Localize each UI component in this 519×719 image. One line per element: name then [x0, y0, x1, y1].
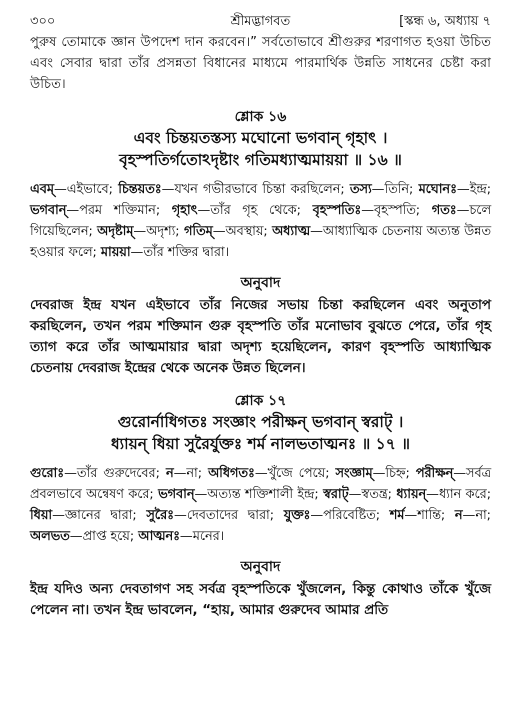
- synonym-word: যুক্তঃ: [283, 508, 311, 523]
- synonym-word: স্বরাট্: [323, 487, 349, 502]
- synonym-word: গৃহাৎ: [171, 203, 198, 218]
- synonym-meaning: —ইন্দ্র;: [456, 182, 492, 197]
- synonym-word: শর্ম: [389, 508, 405, 523]
- synonym-meaning: —শান্তি;: [404, 508, 455, 523]
- verse-16-translation-heading: অনুবাদ: [240, 275, 281, 291]
- synonym-meaning: —তাঁর গৃহ থেকে;: [197, 203, 313, 218]
- synonym-word: অলভত: [30, 529, 70, 544]
- verse-17-translation: ইন্দ্র যদিও অন্য দেবতাগণ সহ সর্বত্র বৃহস্পতিকে খুঁজলেন, কিন্তু কোথাও তাঁকে খুঁজে পেলেন না। তখন ইন্দ্র ভাবলেন, “হায়, আমার গুরুদেব আমার প্রতি: [30, 582, 491, 618]
- section-indicator: [স্কন্ধ ৬, অধ্যায় ৭: [399, 14, 491, 29]
- synonym-meaning: —না;: [173, 466, 209, 481]
- synonym-word: অধ্যাত্ম: [272, 224, 311, 239]
- verse-16-line-1: এবং চিন্তয়তস্তস্য মঘোনো ভগবান্ গৃহাৎ ।: [133, 129, 388, 147]
- synonym-meaning: —সর্বত্র প্রবলভাবে অন্বেষণ করে;: [30, 466, 491, 502]
- page-number: ৩০০: [30, 14, 56, 29]
- book-title: শ্রীমদ্ভাগবত: [230, 14, 291, 29]
- synonym-word: ভগবান্: [158, 487, 195, 502]
- synonym-word: ধিয়া: [30, 508, 53, 523]
- synonym-meaning: —স্বতন্ত্র;: [348, 487, 397, 502]
- synonym-word: ভগবান্: [30, 203, 67, 218]
- verse-16-synonyms: [30, 179, 491, 263]
- synonym-meaning: —তাঁর গুরুদেবের;: [64, 466, 166, 481]
- synonym-meaning: —এইভাবে;: [53, 182, 119, 197]
- synonym-word: এবম্: [30, 182, 54, 197]
- synonym-meaning: —জ্ঞানের দ্বারা;: [52, 508, 147, 523]
- synonym-word: গতঃ: [431, 203, 457, 218]
- synonym-meaning: —অদৃশ্য;: [133, 224, 184, 239]
- synonym-word: মায়য়া: [100, 245, 131, 260]
- synonym-meaning: —না;: [462, 508, 491, 523]
- synonym-meaning: —তাঁর শক্তির দ্বারা।: [130, 245, 230, 260]
- synonym-word: চিন্তয়তঃ: [118, 182, 162, 197]
- verse-17-translation-heading: অনুবাদ: [240, 559, 281, 575]
- synonym-word: ন: [454, 508, 463, 523]
- synonym-meaning: —অবস্থায়;: [212, 224, 273, 239]
- verse-17-line-1: গুরোর্নাধিগতঃ সংজ্ঞাং পরীক্ষন্ ভগবান্ স্বরাট্ ।: [117, 413, 404, 431]
- synonym-meaning: —অত্যন্ত শক্তিশালী ইন্দ্র;: [194, 487, 324, 502]
- verse-17-synonyms: [30, 463, 491, 547]
- synonym-word: ধ্যায়ন্: [396, 487, 427, 502]
- synonym-word: পরীক্ষন্: [415, 466, 454, 481]
- verse-17-label: শ্লোক ১৭: [234, 393, 287, 409]
- synonym-word: সুরৈঃ: [146, 508, 175, 523]
- page-header: [30, 10, 491, 32]
- synonym-word: তস্য: [349, 182, 372, 197]
- verse-16-label: শ্লোক ১৬: [234, 109, 287, 125]
- synonym-meaning: —তিনি;: [371, 182, 419, 197]
- synonym-word: অদৃষ্টাম্: [97, 224, 134, 239]
- synonym-word: আত্মনঃ: [138, 529, 180, 544]
- verse-16-line-2: বৃহস্পতির্গতোঽদৃষ্টাং গতিমধ্যাত্মমায়য়া ॥ ১৬ ॥: [119, 151, 402, 169]
- synonym-word: গতিম্: [183, 224, 213, 239]
- synonym-meaning: —চলে গিয়েছিলেন;: [30, 203, 491, 239]
- synonym-meaning: —যখন গভীরভাবে চিন্তা করছিলেন;: [161, 182, 350, 197]
- verse-16-translation: দেবরাজ ইন্দ্র যখন এইভাবে তাঁর নিজের সভায় চিন্তা করছিলেন এবং অনুতাপ করছিলেন, তখন পরম শক্তিমান গুরু বৃহস্পতি তাঁর মনোভাব বুঝতে পেরে, তাঁর গৃহ ত্যাগ করে তাঁর আত্মমায়ার দ্বারা অদৃশ্য হয়েছিলেন, কারণ বৃহস্পতি আধ্যাত্মিক চেতনায় দেবরাজ ইন্দ্রের থেকে অনেক উন্নত ছিলেন।: [30, 298, 491, 376]
- synonym-word: ন: [165, 466, 174, 481]
- synonym-word: গুরোঃ: [30, 466, 65, 481]
- synonym-meaning: —খুঁজে পেয়ে;: [254, 466, 336, 481]
- synonym-meaning: —বৃহস্পতি;: [361, 203, 432, 218]
- synonym-meaning: —আধ্যাত্মিক চেতনায় অত্যন্ত উন্নত হওয়ার ফলে;: [30, 224, 491, 260]
- synonym-meaning: —প্রাপ্ত হয়ে;: [69, 529, 139, 544]
- verse-17-line-2: ধ্যায়ন্ ধিয়া সুরৈর্যুক্তঃ শর্ম নালভতাত্মনঃ ॥ ১৭ ॥: [111, 435, 410, 453]
- synonym-meaning: —চিহ্ন;: [372, 466, 416, 481]
- synonym-word: বৃহস্পতিঃ: [312, 203, 362, 218]
- synonym-meaning: —পরিবেষ্টিত;: [310, 508, 390, 523]
- intro-paragraph: পুরুষ তোমাকে জ্ঞান উপদেশ দান করবেন।” সর্বতোভাবে শ্রীগুরুর শরণাগত হওয়া উচিত এবং সেবার দ্বারা তাঁর প্রসন্নতা বিধানের মাধ্যমে পারমার্থিক উন্নতি সাধনের চেষ্টা করা উচিত।: [30, 35, 491, 92]
- synonym-meaning: —দেবতাদের দ্বারা;: [174, 508, 284, 523]
- synonym-meaning: —মনের।: [179, 529, 225, 544]
- synonym-word: সংজ্ঞাম্: [335, 466, 373, 481]
- synonym-meaning: —ধ্যান করে;: [426, 487, 492, 502]
- synonym-meaning: —পরম শক্তিমান;: [66, 203, 172, 218]
- synonym-word: অধিগতঃ: [208, 466, 255, 481]
- synonym-word: মঘোনঃ: [418, 182, 457, 197]
